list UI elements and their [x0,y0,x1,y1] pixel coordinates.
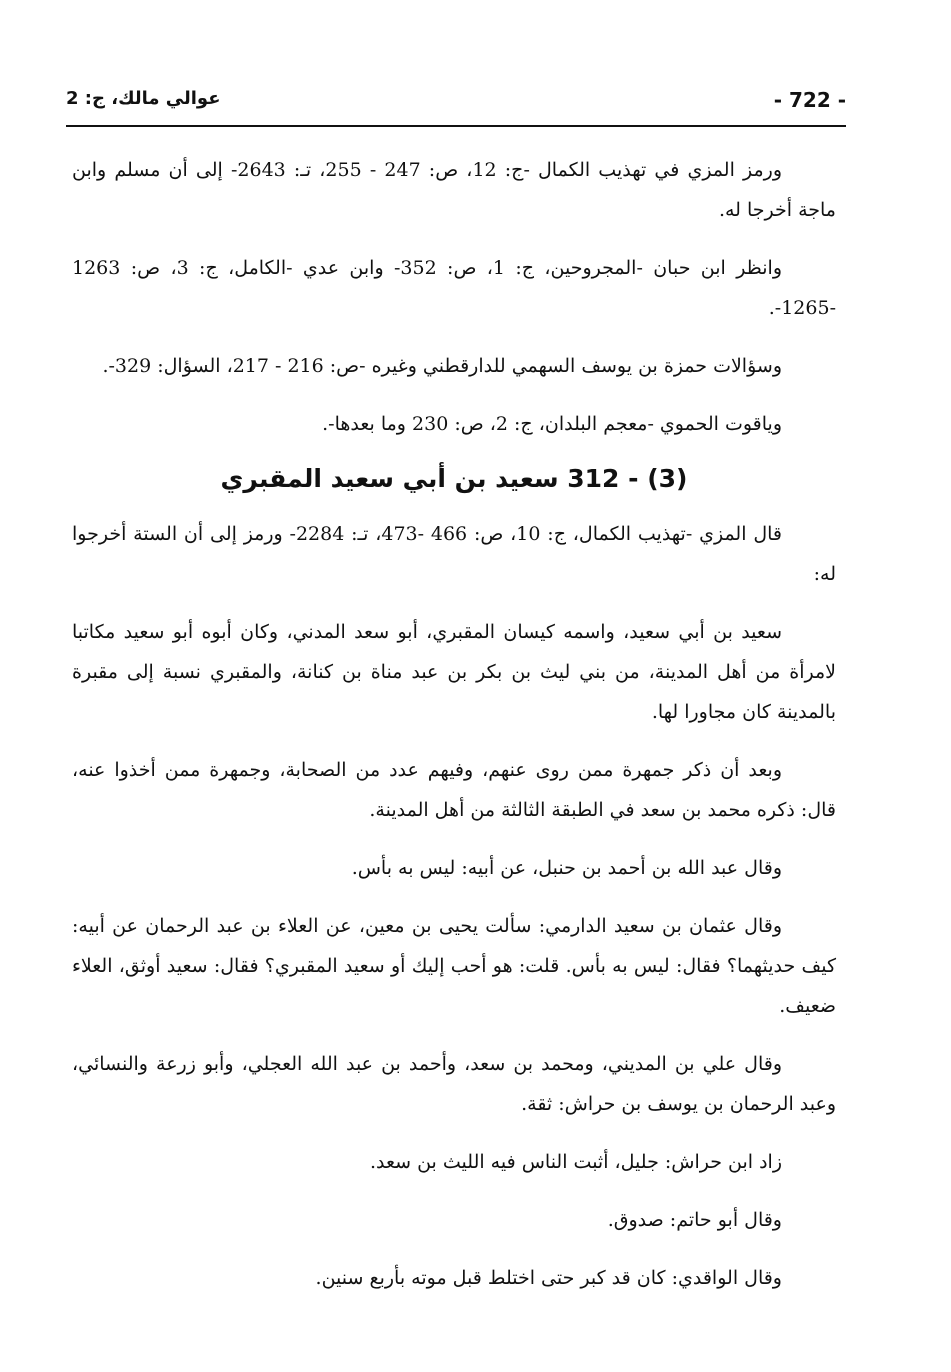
body-paragraph: وقال أبو حاتم: صدوق. [607,1209,782,1231]
note-paragraph: ورمز المزي في تهذيب الكمال -ج: 12، ص: 247 - 255، تـ: 2643- إلى أن مسلم وابن ماجة أخرجا له. [72,159,836,221]
body-paragraph: وبعد أن ذكر جمهرة ممن روى عنهم، وفيهم عدد من الصحابة، وجمهرة ممن أخذوا عنه، قال: ذكره محمد بن سعد في الطبقة الثالثة من أهل المدينة. [72,759,836,821]
running-title: عوالي مالك، ج: 2 [66,88,221,109]
note-paragraph: وسؤالات حمزة بن يوسف السهمي للدارقطني وغيره -ص: 216 - 217، السؤال: 329-. [102,355,782,377]
body-paragraph: وقال الواقدي: كان قد كبر حتى اختلط قبل موته بأربع سنين. [315,1267,782,1289]
body-paragraph: وقال عثمان بن سعيد الدارمي: سألت يحيى بن معين، عن العلاء بن عبد الرحمان عن أبيه: كيف حديثهما؟ فقال: ليس به بأس. قلت: هو أحب إليك أو سعيد المقبري؟ فقال: سعيد أوثق، العلاء ضعيف. [72,915,836,1017]
note-paragraph: وانظر ابن حبان -المجروحين، ج: 1، ص: 352- وابن عدي -الكامل، ج: 3، ص: 1263 -1265-. [72,257,836,319]
entry-title: سعيد بن أبي سعيد المقبري [220,464,559,493]
body-paragraph: وقال عبد الله بن أحمد بن حنبل، عن أبيه: ليس به بأس. [351,857,782,879]
header-rule [66,125,846,127]
note-paragraph: وياقوت الحموي -معجم البلدان، ج: 2، ص: 230 وما بعدها-. [322,413,782,435]
body-paragraph: قال المزي -تهذيب الكمال، ج: 10، ص: 466 -473، تـ: 2284- ورمز إلى أن الستة أخرجوا له: [72,523,836,585]
body-paragraph: زاد ابن حراش: جليل، أثبت الناس فيه الليث بن سعد. [369,1151,782,1173]
entry-heading [72,458,836,500]
body-paragraph: وقال علي بن المديني، ومحمد بن سعد، وأحمد بن عبد الله العجلي، وأبو زرعة والنسائي، وعبد الرحمان بن يوسف بن حراش: ثقة. [72,1053,836,1115]
page-body [72,150,836,1316]
page-header [66,88,846,124]
page-number: - 722 - [773,88,846,112]
body-paragraph: سعيد بن أبي سعيد، واسمه كيسان المقبري، أبو سعد المدني، وكان أبوه أبو سعيد مكاتبا لامرأة من أهل المدينة، من بني ليث بن بكر بن عبد مناة بن كنانة، والمقبري نسبة إلى مقبرة بالمدينة كان مجاورا لها. [72,621,836,723]
entry-number: 312 - (3) [567,464,688,493]
